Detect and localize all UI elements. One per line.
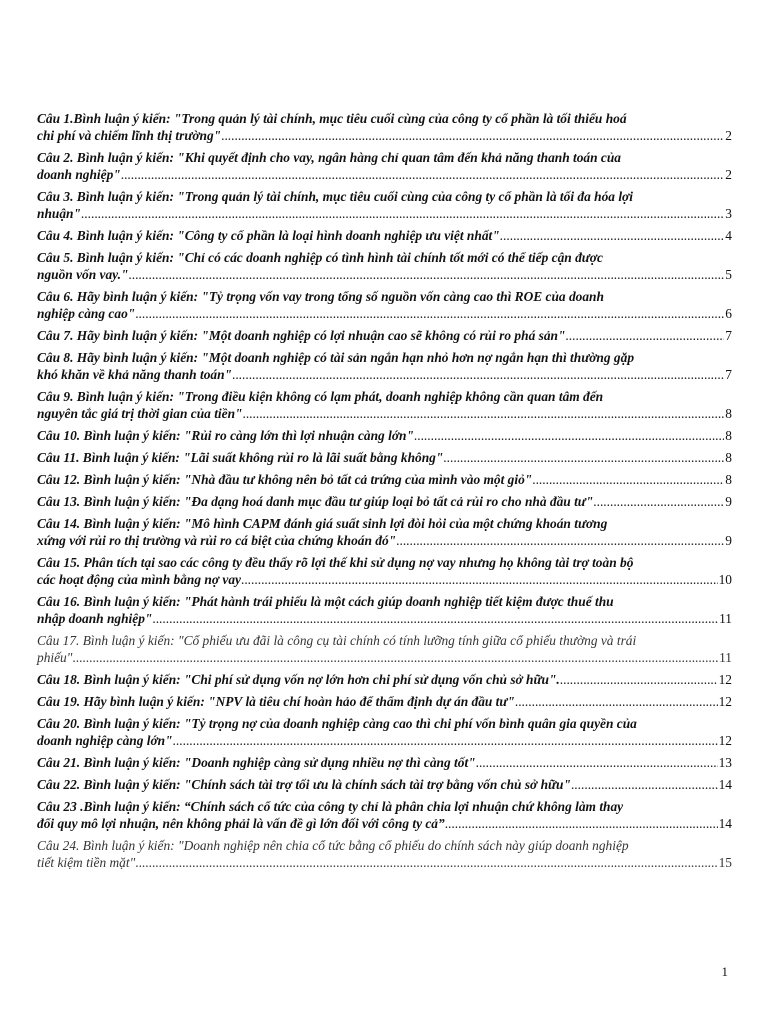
toc-entry-text: khó khăn về khả năng thanh toán" xyxy=(37,367,232,382)
toc-page-number: 2 xyxy=(725,167,732,182)
toc-entry-title-line2 xyxy=(37,854,732,871)
toc-entry-text: Câu 4. Bình luận ý kiến: "Công ty cổ phần là loại hình doanh nghiệp ưu việt nhất" xyxy=(37,228,500,243)
toc-page-number: 10 xyxy=(718,572,732,587)
toc-entry[interactable] xyxy=(37,110,732,144)
toc-entry[interactable] xyxy=(37,671,732,688)
toc-leader-dots xyxy=(221,127,724,144)
toc-entry[interactable] xyxy=(37,227,732,244)
toc-entry-title-line2 xyxy=(37,693,732,710)
toc-entry-text: Câu 7. Hãy bình luận ý kiến: "Một doanh nghiệp có lợi nhuận cao sẽ không có rủi ro phá sản" xyxy=(37,328,566,343)
toc-page-number: 12 xyxy=(718,733,732,748)
toc-entry-title-line2 xyxy=(37,532,732,549)
toc-entry-text: chi phí và chiếm lĩnh thị trường" xyxy=(37,128,222,143)
toc-page-number: 7 xyxy=(725,328,732,343)
toc-entry-text: đổi quy mô lợi nhuận, nên không phải là vấn đề gì lớn đối với công ty cả” xyxy=(37,816,445,831)
toc-entry-title-line2 xyxy=(37,227,732,244)
toc-entry-title-line2 xyxy=(37,493,732,510)
toc-entry-title-line1: Câu 20. Bình luận ý kiến: "Tỷ trọng nợ của doanh nghiệp càng cao thì chi phí vốn bình quân gia quyền của xyxy=(37,716,637,731)
toc-page-number: 14 xyxy=(718,816,732,831)
toc-entry-title-line2 xyxy=(37,776,732,793)
toc-leader-dots xyxy=(515,693,718,710)
toc-entry-title-line1: Câu 6. Hãy bình luận ý kiến: "Tỷ trọng vốn vay trong tổng số nguồn vốn càng cao thì ROE của doanh xyxy=(37,289,604,304)
toc-entry-title-line2 xyxy=(37,205,732,222)
page-number: 1 xyxy=(721,964,728,979)
toc-entry[interactable] xyxy=(37,349,732,383)
toc-entry[interactable] xyxy=(37,188,732,222)
toc-page-number: 4 xyxy=(725,228,732,243)
toc-page-number: 11 xyxy=(719,611,732,626)
toc-entry-text: Câu 21. Bình luận ý kiến: "Doanh nghiệp càng sử dụng nhiều nợ thì càng tốt" xyxy=(37,755,476,770)
toc-leader-dots xyxy=(121,166,725,183)
toc-entry-text: nguyên tắc giá trị thời gian của tiền" xyxy=(37,406,243,421)
toc-entry[interactable] xyxy=(37,249,732,283)
toc-leader-dots xyxy=(232,366,724,383)
toc-entry-title-line2 xyxy=(37,571,732,588)
toc-entry[interactable] xyxy=(37,776,732,793)
toc-leader-dots xyxy=(242,405,724,422)
toc-entry-title-line2 xyxy=(37,405,732,422)
toc-leader-dots xyxy=(241,571,718,588)
toc-page-number: 11 xyxy=(719,650,732,665)
toc-entry[interactable] xyxy=(37,493,732,510)
toc-page-number: 8 xyxy=(725,450,732,465)
toc-entry-text: Câu 22. Bình luận ý kiến: "Chính sách tài trợ tối ưu là chính sách tài trợ bằng vốn chủ sở hữu" xyxy=(37,777,571,792)
toc-entry-text: Câu 18. Bình luận ý kiến: "Chi phí sử dụng vốn nợ lớn hơn chi phí sử dụng vốn chủ sở hữu". xyxy=(37,672,560,687)
toc-entry-title-line2 xyxy=(37,610,732,627)
toc-leader-dots xyxy=(135,854,717,871)
toc-entry[interactable] xyxy=(37,149,732,183)
toc-entry-title-line1: Câu 15. Phân tích tại sao các công ty đều thấy rõ lợi thế khi sử dụng nợ vay nhưng họ không tài trợ toàn bộ xyxy=(37,555,634,570)
toc-page-number: 5 xyxy=(725,267,732,282)
toc-page-number: 8 xyxy=(725,428,732,443)
toc-entry-title-line1: Câu 3. Bình luận ý kiến: "Trong quản lý tài chính, mục tiêu cuối cùng của công ty cổ phần là tối đa hóa lợi xyxy=(37,189,633,204)
toc-page-number: 9 xyxy=(725,533,732,548)
toc-leader-dots xyxy=(128,266,724,283)
toc-page-number: 2 xyxy=(725,128,732,143)
toc-leader-dots xyxy=(72,649,718,666)
toc-leader-dots xyxy=(443,449,724,466)
toc-entry-text: Câu 10. Bình luận ý kiến: "Rủi ro càng lớn thì lợi nhuận càng lớn" xyxy=(37,428,414,443)
toc-page-number: 14 xyxy=(718,777,732,792)
toc-entry[interactable] xyxy=(37,288,732,322)
toc-entry-text: nhuận" xyxy=(37,206,81,221)
toc-leader-dots xyxy=(396,532,724,549)
toc-entry-text: các hoạt động của mình bằng nợ vay xyxy=(37,572,241,587)
toc-page-number: 13 xyxy=(718,755,732,770)
toc-entry[interactable] xyxy=(37,515,732,549)
toc-entry-title-line1: Câu 23 .Bình luận ý kiến: “Chính sách cổ tức của công ty chỉ là phân chia lợi nhuận chứ không làm thay xyxy=(37,799,624,814)
toc-entry-title-line2 xyxy=(37,815,732,832)
toc-entry-text: Câu 13. Bình luận ý kiến: "Đa dạng hoá danh mục đầu tư giúp loại bỏ tất cả rủi ro cho nhà đầu tư" xyxy=(37,494,594,509)
toc-entry-text: xứng với rủi ro thị trường và rủi ro cá biệt của chứng khoán đó" xyxy=(37,533,397,548)
toc-entry[interactable] xyxy=(37,693,732,710)
toc-leader-dots xyxy=(532,471,724,488)
toc-entry[interactable] xyxy=(37,754,732,771)
toc-entry-title-line2 xyxy=(37,449,732,466)
toc-page-number: 6 xyxy=(725,306,732,321)
toc-leader-dots xyxy=(173,732,718,749)
toc-entry-title-line1: Câu 2. Bình luận ý kiến: "Khi quyết định cho vay, ngân hàng chỉ quan tâm đến khả năng thanh toán của xyxy=(37,150,622,165)
toc-entry[interactable] xyxy=(37,327,732,344)
table-of-contents xyxy=(37,110,732,876)
toc-entry-title-line2 xyxy=(37,366,732,383)
toc-page-number: 12 xyxy=(718,672,732,687)
toc-leader-dots xyxy=(500,227,725,244)
toc-leader-dots xyxy=(571,776,718,793)
toc-leader-dots xyxy=(81,205,724,222)
toc-entry-title-line2 xyxy=(37,127,732,144)
toc-page-number: 7 xyxy=(725,367,732,382)
toc-leader-dots xyxy=(593,493,724,510)
toc-entry-title-line2 xyxy=(37,754,732,771)
toc-entry-text: phiếu" xyxy=(37,650,73,665)
toc-entry-title-line1: Câu 1.Bình luận ý kiến: "Trong quản lý tài chính, mục tiêu cuối cùng của công ty cổ phần là tối thiểu hoá xyxy=(37,111,627,126)
toc-entry-text: doanh nghiệp" xyxy=(37,167,121,182)
toc-entry[interactable] xyxy=(37,593,732,627)
toc-page-number: 8 xyxy=(725,472,732,487)
toc-entry-title-line1: Câu 9. Bình luận ý kiến: "Trong điều kiện không có lạm phát, doanh nghiệp không cần quan tâm đến xyxy=(37,389,604,404)
toc-entry-title-line1: Câu 16. Bình luận ý kiến: "Phát hành trái phiếu là một cách giúp doanh nghiệp tiết kiệm được thuế thu xyxy=(37,594,614,609)
toc-leader-dots xyxy=(135,305,724,322)
toc-entry-title-line1: Câu 8. Hãy bình luận ý kiến: "Một doanh nghiệp có tài sản ngắn hạn nhỏ hơn nợ ngắn hạn thì thường gặp xyxy=(37,350,635,365)
toc-entry-title-line2 xyxy=(37,266,732,283)
toc-entry-title-line2 xyxy=(37,305,732,322)
toc-entry-title-line2 xyxy=(37,671,732,688)
toc-entry[interactable] xyxy=(37,715,732,749)
toc-leader-dots xyxy=(152,610,718,627)
toc-entry[interactable] xyxy=(37,632,732,666)
toc-entry-title-line1: Câu 24. Bình luận ý kiến: "Doanh nghiệp nên chia cổ tức bằng cổ phiếu do chính sách này giúp doanh nghiệp xyxy=(37,838,629,853)
toc-entry[interactable] xyxy=(37,427,732,444)
toc-entry-title-line2 xyxy=(37,327,732,344)
toc-entry[interactable] xyxy=(37,554,732,588)
toc-entry-title-line2 xyxy=(37,649,732,666)
toc-leader-dots xyxy=(565,327,724,344)
toc-entry-title-line1: Câu 5. Bình luận ý kiến: "Chỉ có các doanh nghiệp có tình hình tài chính tốt mới có thể tiếp cận được xyxy=(37,250,603,265)
toc-entry-title-line2 xyxy=(37,471,732,488)
toc-entry-text: doanh nghiệp càng lớn" xyxy=(37,733,173,748)
toc-entry-title-line2 xyxy=(37,732,732,749)
toc-entry-text: Câu 11. Bình luận ý kiến: "Lãi suất không rủi ro là lãi suất bằng không" xyxy=(37,450,444,465)
toc-entry-text: nguồn vốn vay." xyxy=(37,267,129,282)
toc-entry-title-line1: Câu 14. Bình luận ý kiến: "Mô hình CAPM đánh giá suất sinh lợi đòi hỏi của một chứng khoán tương xyxy=(37,516,608,531)
toc-entry-text: tiết kiệm tiền mặt" xyxy=(37,855,136,870)
toc-page-number: 8 xyxy=(725,406,732,421)
toc-leader-dots xyxy=(560,671,718,688)
toc-page-number: 3 xyxy=(725,206,732,221)
toc-page-number: 15 xyxy=(718,855,732,870)
toc-entry-text: Câu 19. Hãy bình luận ý kiến: "NPV là tiêu chí hoàn hảo để thẩm định dự án đầu tư" xyxy=(37,694,515,709)
toc-entry[interactable] xyxy=(37,837,732,871)
toc-entry-title-line1: Câu 17. Bình luận ý kiến: "Cổ phiếu ưu đãi là công cụ tài chính có tính lưỡng tính giữa cổ phiếu thường và trái xyxy=(37,633,637,648)
toc-leader-dots xyxy=(476,754,718,771)
toc-entry-title-line2 xyxy=(37,166,732,183)
toc-page-number: 9 xyxy=(725,494,732,509)
toc-entry[interactable] xyxy=(37,471,732,488)
toc-entry-text: Câu 12. Bình luận ý kiến: "Nhà đầu tư không nên bỏ tất cả trứng của mình vào một giỏ" xyxy=(37,472,533,487)
toc-page-number: 12 xyxy=(718,694,732,709)
toc-entry[interactable] xyxy=(37,388,732,422)
toc-leader-dots xyxy=(445,815,718,832)
toc-entry[interactable] xyxy=(37,449,732,466)
toc-entry-text: nhập doanh nghiệp" xyxy=(37,611,153,626)
toc-entry[interactable] xyxy=(37,798,732,832)
toc-entry-title-line2 xyxy=(37,427,732,444)
toc-leader-dots xyxy=(414,427,724,444)
toc-entry-text: nghiệp càng cao" xyxy=(37,306,136,321)
